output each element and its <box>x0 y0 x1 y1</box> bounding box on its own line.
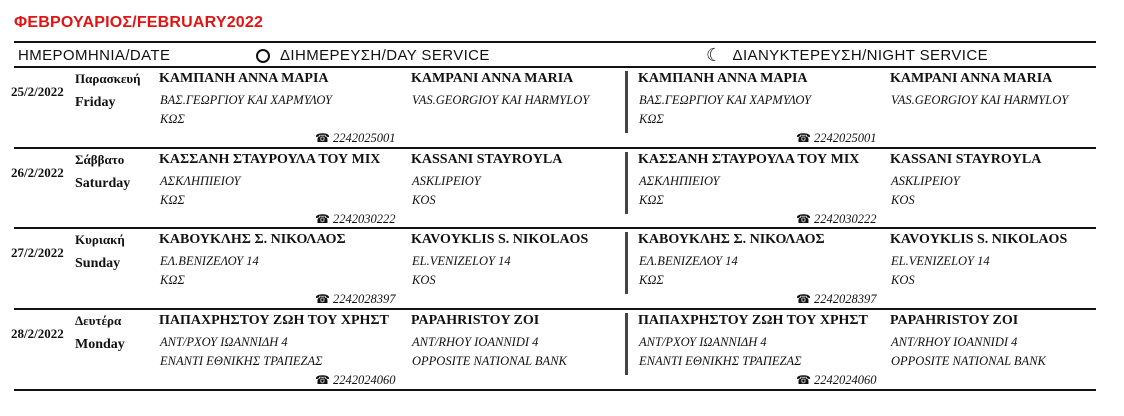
pharmacy-address: ΕΛ.ΒΕΝΙΖΕΛΟΥ 14 <box>639 254 738 268</box>
row-date: 28/2/2022 <box>11 326 64 341</box>
column-separator <box>625 313 628 375</box>
night-phone <box>796 373 876 388</box>
pharmacy-name: PAPAHRISTOY ZOI <box>890 313 1019 328</box>
pharmacy-name: ΚΑΜΠΑΝΗ ΑΝΝΑ ΜΑΡΙΑ <box>159 71 329 86</box>
day-name-en: Monday <box>75 337 125 352</box>
pharmacy-address: ANT/RHOY IOANNIDI 4 <box>412 335 539 349</box>
pharmacy-name: KAMPANI ANNA MARIA <box>411 71 574 86</box>
sun-icon <box>256 49 270 63</box>
pharmacy-area: KOS <box>412 193 436 207</box>
divider <box>14 389 1096 391</box>
day-name-gr: Κυριακή <box>75 232 125 247</box>
column-separator <box>625 232 628 294</box>
pharmacy-name: ΚΑΣΣΑΝΗ ΣΤΑΥΡΟΥΛΑ ΤΟΥ ΜΙΧ <box>159 152 381 167</box>
day-phone <box>315 131 395 146</box>
row-date: 25/2/2022 <box>11 84 64 99</box>
pharmacy-area: ΕΝΑΝΤΙ ΕΘΝΙΚΗΣ ΤΡΑΠΕΖΑΣ <box>160 354 323 368</box>
pharmacy-address: VAS.GEORGIOY KAI HARMYLOY <box>412 93 590 107</box>
divider <box>14 308 1096 310</box>
table-row <box>0 313 1124 391</box>
day-service-header <box>256 47 490 64</box>
pharmacy-area: ΚΩΣ <box>160 273 185 287</box>
day-name-en: Saturday <box>75 176 131 191</box>
pharmacy-name: ΚΑΣΣΑΝΗ ΣΤΑΥΡΟΥΛΑ ΤΟΥ ΜΙΧ <box>638 152 860 167</box>
day-phone <box>315 292 395 307</box>
pharmacy-area: OPPOSITE NATIONAL BANK <box>412 354 567 368</box>
pharmacy-address: ASKLIPEIOY <box>412 174 481 188</box>
divider <box>14 66 1096 68</box>
pharmacy-address: ΒΑΣ.ΓΕΩΡΓΙΟΥ ΚΑΙ ΧΑΡΜΥΛΟΥ <box>639 93 811 107</box>
pharmacy-area: KOS <box>891 273 915 287</box>
telephone-icon: ☎ <box>315 292 330 306</box>
pharmacy-area: ΚΩΣ <box>160 193 185 207</box>
pharmacy-address: VAS.GEORGIOY KAI HARMYLOY <box>891 93 1069 107</box>
phone-number: 2242025001 <box>813 131 877 145</box>
night-phone <box>796 212 876 227</box>
pharmacy-name: ΚΑΒΟΥΚΛΗΣ Σ. ΝΙΚΟΛΑΟΣ <box>638 232 825 247</box>
column-separator <box>625 71 628 133</box>
day-phone <box>315 212 395 227</box>
night-phone <box>796 292 876 307</box>
pharmacy-name: ΚΑΒΟΥΚΛΗΣ Σ. ΝΙΚΟΛΑΟΣ <box>159 232 346 247</box>
pharmacy-area: ΚΩΣ <box>639 273 664 287</box>
pharmacy-area: OPPOSITE NATIONAL BANK <box>891 354 1046 368</box>
pharmacy-name: KAMPANI ANNA MARIA <box>890 71 1053 86</box>
table-row <box>0 152 1124 230</box>
phone-number: 2242030222 <box>332 212 396 226</box>
day-name-gr: Δευτέρα <box>75 313 122 328</box>
pharmacy-address: EL.VENIZELOY 14 <box>412 254 511 268</box>
pharmacy-address: ΒΑΣ.ΓΕΩΡΓΙΟΥ ΚΑΙ ΧΑΡΜΥΛΟΥ <box>160 93 332 107</box>
phone-number: 2242028397 <box>332 292 396 306</box>
telephone-icon: ☎ <box>315 131 330 145</box>
phone-number: 2242028397 <box>813 292 877 306</box>
day-name-gr: Σάββατο <box>75 152 125 167</box>
pharmacy-area: ΕΝΑΝΤΙ ΕΘΝΙΚΗΣ ΤΡΑΠΕΖΑΣ <box>639 354 802 368</box>
pharmacy-area: KOS <box>891 193 915 207</box>
night-service-header <box>706 44 988 65</box>
pharmacy-address: ANT/RHOY IOANNIDI 4 <box>891 335 1018 349</box>
telephone-icon: ☎ <box>796 131 811 145</box>
phone-number: 2242024060 <box>332 373 396 387</box>
day-service-label: ΔΙΗΜΕΡΕΥΣΗ/DAY SERVICE <box>280 47 490 64</box>
pharmacy-address: ASKLIPEIOY <box>891 174 960 188</box>
month-title: ΦΕΒΡΟΥΑΡΙΟΣ/FEBRUARY2022 <box>14 14 264 31</box>
pharmacy-address: ΕΛ.ΒΕΝΙΖΕΛΟΥ 14 <box>160 254 259 268</box>
pharmacy-address: ΑΣΚΛΗΠΙΕΙΟΥ <box>160 174 241 188</box>
day-phone <box>315 373 395 388</box>
divider <box>14 227 1096 229</box>
pharmacy-address: ΑΣΚΛΗΠΙΕΙΟΥ <box>639 174 720 188</box>
telephone-icon: ☎ <box>796 292 811 306</box>
phone-number: 2242024060 <box>813 373 877 387</box>
pharmacy-address: EL.VENIZELOY 14 <box>891 254 990 268</box>
pharmacy-area: KOS <box>412 273 436 287</box>
pharmacy-name: KASSANI STAYROYLA <box>411 152 563 167</box>
day-name-en: Sunday <box>75 256 121 271</box>
pharmacy-name: ΠΑΠΑΧΡΗΣΤΟΥ ΖΩΗ ΤΟΥ ΧΡΗΣΤ <box>159 313 389 328</box>
date-column-header: ΗΜΕΡΟΜΗΝΙΑ/DATE <box>18 47 171 64</box>
telephone-icon: ☎ <box>796 373 811 387</box>
telephone-icon: ☎ <box>796 212 811 226</box>
telephone-icon: ☎ <box>315 212 330 226</box>
telephone-icon: ☎ <box>315 373 330 387</box>
night-service-label: ΔΙΑΝΥΚΤΕΡΕΥΣΗ/NIGHT SERVICE <box>732 47 988 64</box>
divider <box>14 41 1096 43</box>
day-name-gr: Παρασκευή <box>75 71 141 86</box>
pharmacy-name: KAVOYKLIS S. NIKOLAOS <box>411 232 589 247</box>
day-name-en: Friday <box>75 95 116 110</box>
night-phone <box>796 131 876 146</box>
pharmacy-address: ΑΝΤ/ΡΧΟΥ ΙΩΑΝΝΙΔΗ 4 <box>160 335 288 349</box>
pharmacy-area: ΚΩΣ <box>639 193 664 207</box>
pharmacy-name: KASSANI STAYROYLA <box>890 152 1042 167</box>
moon-icon: ☾ <box>706 44 723 65</box>
pharmacy-address: ΑΝΤ/ΡΧΟΥ ΙΩΑΝΝΙΔΗ 4 <box>639 335 767 349</box>
table-row <box>0 232 1124 310</box>
pharmacy-area: ΚΩΣ <box>160 112 185 126</box>
phone-number: 2242030222 <box>813 212 877 226</box>
table-row <box>0 71 1124 149</box>
row-date: 27/2/2022 <box>11 245 64 260</box>
row-date: 26/2/2022 <box>11 165 64 180</box>
divider <box>14 147 1096 149</box>
pharmacy-name: ΠΑΠΑΧΡΗΣΤΟΥ ΖΩΗ ΤΟΥ ΧΡΗΣΤ <box>638 313 868 328</box>
pharmacy-name: PAPAHRISTOY ZOI <box>411 313 540 328</box>
column-separator <box>625 152 628 214</box>
phone-number: 2242025001 <box>332 131 396 145</box>
pharmacy-name: ΚΑΜΠΑΝΗ ΑΝΝΑ ΜΑΡΙΑ <box>638 71 808 86</box>
pharmacy-name: KAVOYKLIS S. NIKOLAOS <box>890 232 1068 247</box>
pharmacy-area: ΚΩΣ <box>639 112 664 126</box>
